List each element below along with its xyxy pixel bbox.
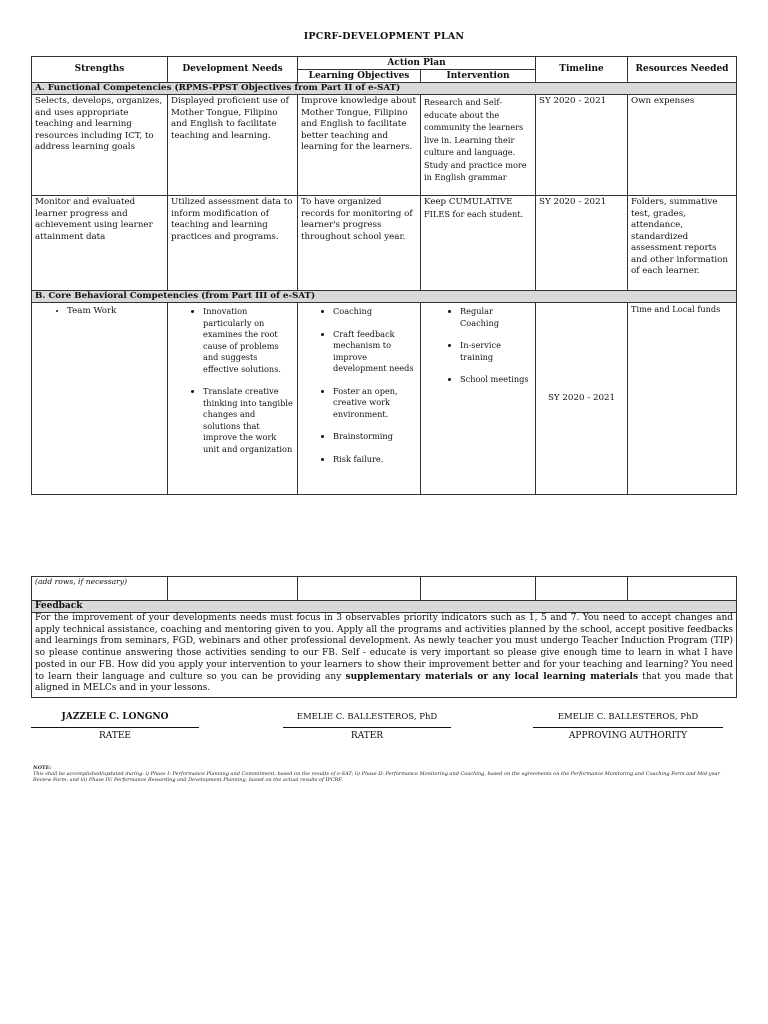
list-item: • Innovation particularly on examines the root cause of problems and suggests effective solutions. bbox=[203, 306, 294, 375]
list-item: • Foster an open, creative work environment. bbox=[333, 386, 417, 421]
cell-learning-objectives: To have organized records for monitoring of learner's progress throughout school year. bbox=[298, 196, 421, 291]
intervention-rest-text: FILES for each student. bbox=[424, 208, 524, 219]
empty-cell bbox=[298, 577, 421, 601]
cell-resources: Folders, summative test, grades, attendance, standardized assessment reports and other information of each learner. bbox=[628, 196, 737, 291]
empty-cell bbox=[628, 577, 737, 601]
feedback-end-text: that you made that aligned in MELCs and in your lessons. bbox=[35, 671, 734, 694]
section-b-title: B. Core Behavioral Competencies (from Part III of e-SAT) bbox=[32, 291, 737, 303]
signature-ratee bbox=[31, 710, 199, 744]
add-rows-note: (add rows, if necessary) bbox=[32, 577, 168, 601]
feedback-main-text: For the improvement of your developments needs must focus in 3 observables priority indicators such as 1, 5 and 7. You need to accept changes and apply technical assistance, coaching and mentoring given to you. Apply all the programs and activities planned by the school, accept positive feedbacks and learnings from seminars, FGD, webinars and other professional development. As newly teacher you must undergo Teacher Induction Program (TIP) so please continue answering those activities sending to our FB. Self - educate is very important so please give enough time to learn in what I have posted in our FB. How did you apply your intervention to your learners to show their improvement better and for your teaching and learning? You need to learn their language and culture so you can be providing any bbox=[35, 613, 733, 682]
approver-name: EMELIE C. BALLESTEROS, PhD bbox=[557, 712, 699, 722]
cell-development-needs: Displayed proficient use of Mother Tongue, Filipino and English to facilitate teaching and learning. bbox=[168, 95, 298, 196]
section-a-title: A. Functional Competencies (RPMS-PPST Objectives from Part II of e-SAT) bbox=[32, 83, 737, 95]
cell-timeline: SY 2020 - 2021 bbox=[536, 95, 628, 196]
cell-intervention: Research and Self-educate about the community the learners live in. Learning their culture and language. Study and practice more in English grammar bbox=[421, 95, 536, 196]
list-item: • Coaching bbox=[333, 306, 417, 318]
list-item: • In-service training bbox=[460, 340, 532, 363]
cell-strengths: Selects, develops, organizes, and uses appropriate teaching and learning resources including ICT, to address learning goals bbox=[32, 95, 168, 196]
header-strengths: Strengths bbox=[32, 57, 168, 83]
feedback-bold-text: supplementary materials or any local learning materials bbox=[345, 671, 639, 682]
cell-resources: Own expenses bbox=[628, 95, 737, 196]
page-title: IPCRF-DEVELOPMENT PLAN bbox=[303, 31, 465, 42]
ratee-role: RATEE bbox=[99, 731, 131, 741]
cell-resources: Time and Local funds bbox=[628, 303, 737, 495]
feedback-table bbox=[31, 576, 737, 698]
header-intervention: Intervention bbox=[421, 70, 536, 83]
approver-role: APPROVING AUTHORITY bbox=[568, 731, 688, 741]
empty-cell bbox=[536, 577, 628, 601]
feedback-label: Feedback bbox=[32, 601, 737, 613]
list-item: • School meetings bbox=[460, 374, 532, 386]
intervention-main-text: Keep CUMULATIVE bbox=[424, 197, 513, 207]
header-learning-objectives: Learning Objectives bbox=[298, 70, 421, 83]
cell-intervention bbox=[421, 196, 536, 291]
signature-approving-authority bbox=[533, 710, 723, 744]
cell-learning-objectives bbox=[298, 303, 421, 495]
list-item: • Team Work bbox=[67, 306, 164, 318]
table-row bbox=[32, 95, 737, 196]
list-item: • Brainstorming bbox=[333, 431, 417, 443]
list-item: • Translate creative thinking into tangible changes and solutions that improve the work unit and organization bbox=[203, 386, 294, 455]
ratee-name: JAZZELE C. LONGNO bbox=[61, 712, 169, 722]
cell-timeline: SY 2020 - 2021 bbox=[536, 196, 628, 291]
cell-development-needs bbox=[168, 303, 298, 495]
list-item: • Risk failure. bbox=[333, 454, 417, 466]
empty-cell bbox=[168, 577, 298, 601]
rater-name: EMELIE C. BALLESTEROS, PhD bbox=[296, 712, 438, 722]
header-resources: Resources Needed bbox=[628, 57, 737, 83]
cell-timeline: SY 2020 - 2021 bbox=[536, 303, 628, 495]
table-row bbox=[32, 196, 737, 291]
note-label: NOTE: bbox=[33, 765, 52, 771]
empty-cell bbox=[421, 577, 536, 601]
list-item: • Craft feedback mechanism to improve development needs bbox=[333, 329, 417, 375]
rater-role: RATER bbox=[350, 731, 384, 741]
header-timeline: Timeline bbox=[536, 57, 628, 83]
cell-strengths bbox=[32, 303, 168, 495]
list-item: • Regular Coaching bbox=[460, 306, 532, 329]
note-section bbox=[33, 765, 733, 783]
development-plan-table bbox=[31, 56, 737, 495]
cell-learning-objectives: Improve knowledge about Mother Tongue, Filipino and English to facilitate better teaching and learning for the learners. bbox=[298, 95, 421, 196]
table-row bbox=[32, 303, 737, 495]
cell-development-needs: Utilized assessment data to inform modification of teaching and learning practices and programs. bbox=[168, 196, 298, 291]
signature-rater bbox=[283, 710, 451, 744]
cell-intervention bbox=[421, 303, 536, 495]
feedback-text bbox=[32, 613, 737, 698]
header-development-needs: Development Needs bbox=[168, 57, 298, 83]
note-text: This shall be accomplished/updated during: i) Phase I: Performance Planning and Commitment, based on the results of e-SAT; ii) Phase II: Performance Monitoring and Coaching, based on the agreements on the Performance Monitoring and Coaching Form and Mid-year Review Form; and iii) Phase IV: Performance Rewarding and Development Planning, based on the actual results of IPCRF. bbox=[33, 771, 720, 783]
cell-strengths: Monitor and evaluated learner progress and achievement using learner attainment data bbox=[32, 196, 168, 291]
header-action-plan: Action Plan bbox=[298, 57, 536, 70]
